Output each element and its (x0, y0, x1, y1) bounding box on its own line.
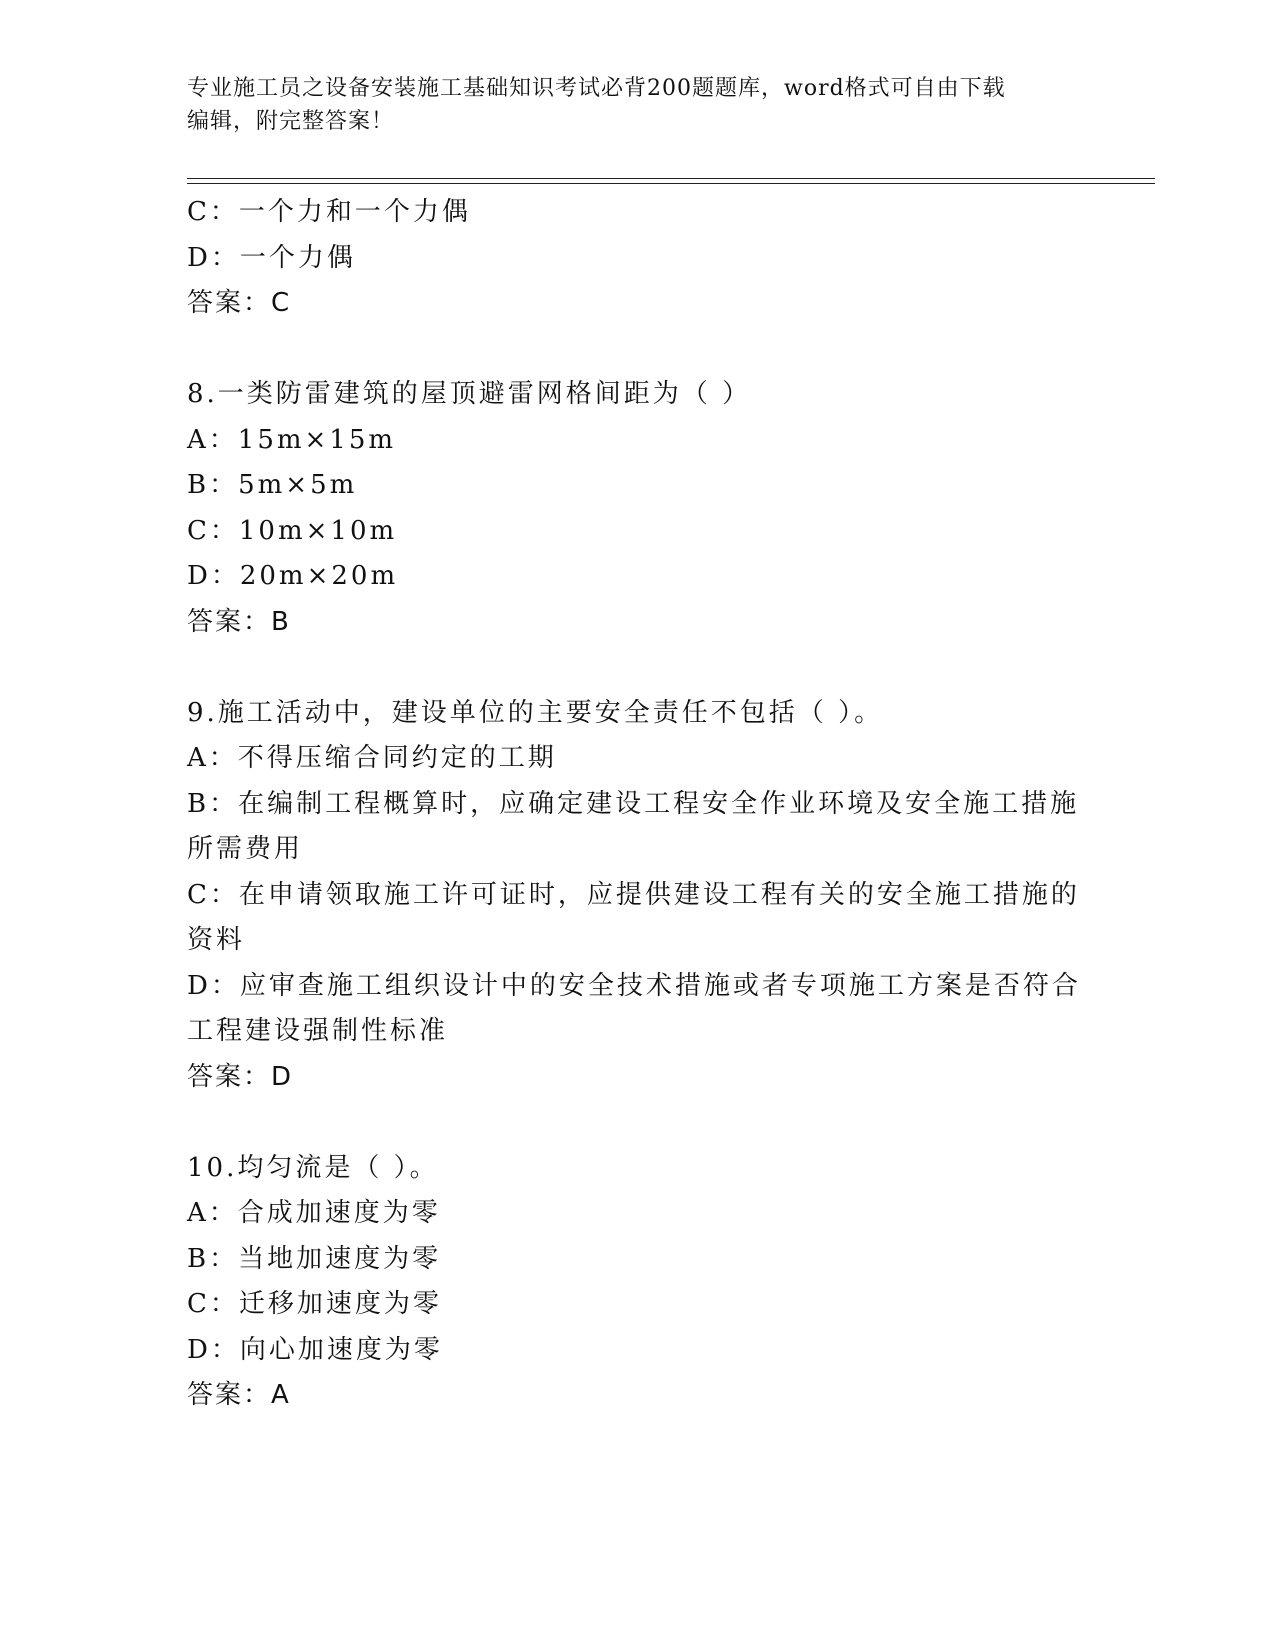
header-rule-bottom (187, 183, 1155, 184)
option-d: D：一个力偶 (187, 242, 356, 273)
question-text: 10.均匀流是（ ）。 (187, 1152, 439, 1183)
question-text: 8.一类防雷建筑的屋顶避雷网格间距为（ ） (187, 379, 752, 409)
option-c-line-1: C：在申请领取施工许可证时，应提供建设工程有关的安全施工措施的 (187, 879, 1080, 910)
question-7 (187, 190, 1087, 327)
option-a: A：15m×15m (187, 424, 397, 455)
answer: 答案：C (187, 288, 292, 318)
header-line-2: 编辑，附完整答案！ (187, 109, 395, 134)
option-b-line-2: 所需费用 (187, 834, 304, 864)
option-d: D：向心加速度为零 (187, 1334, 443, 1365)
spacer (187, 645, 1087, 691)
question-10 (187, 1146, 1087, 1419)
option-d-line-1: D：应审查施工组织设计中的安全技术措施或者专项施工方案是否符合 (187, 970, 1081, 1001)
option-a: A：合成加速度为零 (187, 1198, 441, 1228)
option-b: B：5m×5m (187, 470, 358, 500)
option-b: B：当地加速度为零 (187, 1243, 442, 1274)
spacer (187, 327, 1087, 373)
document-header (187, 72, 1087, 138)
option-c: C：一个力和一个力偶 (187, 197, 471, 227)
header-rule-top (187, 178, 1155, 179)
answer: 答案：D (187, 1061, 294, 1092)
header-line-1: 专业施工员之设备安装施工基础知识考试必背200题题库，word格式可自由下载 (187, 76, 1006, 101)
question-9 (187, 691, 1087, 1101)
question-text: 9.施工活动中，建设单位的主要安全责任不包括（ ）。 (187, 697, 884, 728)
answer: 答案：B (187, 606, 291, 637)
question-8 (187, 372, 1087, 645)
option-c: C：10m×10m (187, 515, 398, 546)
option-a: A：不得压缩合同约定的工期 (187, 743, 557, 773)
question-list (187, 190, 1087, 1419)
spacer (187, 1100, 1087, 1146)
option-d-line-2: 工程建设强制性标准 (187, 1016, 449, 1046)
answer: 答案：A (187, 1380, 291, 1410)
option-d: D：20m×20m (187, 561, 399, 591)
option-c-line-2: 资料 (187, 925, 246, 955)
option-b-line-1: B：在编制工程概算时，应确定建设工程安全作业环境及安全施工措施 (187, 788, 1080, 819)
option-c: C：迁移加速度为零 (187, 1289, 442, 1319)
